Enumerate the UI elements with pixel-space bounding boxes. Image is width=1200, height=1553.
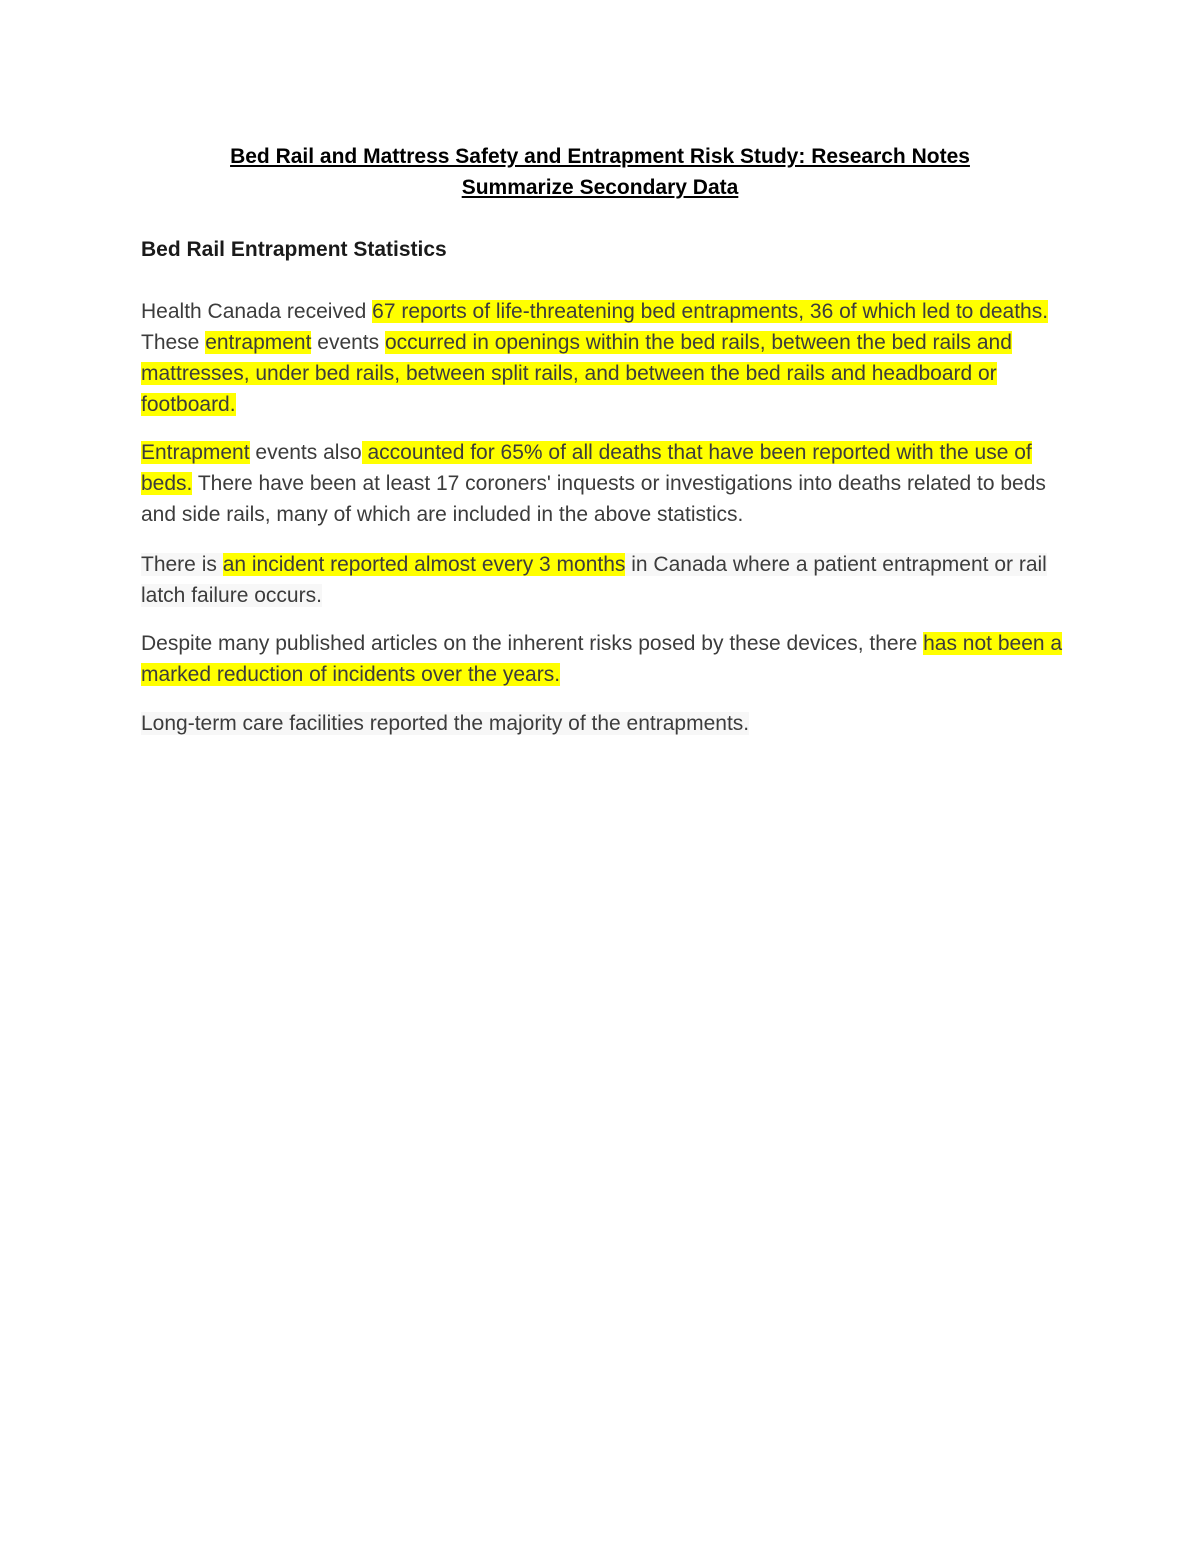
section-heading: Bed Rail Entrapment Statistics: [141, 238, 447, 261]
highlighted-text: Entrapment: [141, 441, 250, 464]
text-span: in Canada where a patient entrapment or rail latch failure occurs.: [141, 553, 1047, 607]
paragraph-incident-frequency: [141, 549, 1066, 611]
paragraph-long-term-care: [141, 708, 1066, 739]
text-span: There have been at least 17 coroners' inquests or investigations into deaths related to beds and side rails, many of which are included in the above statistics.: [141, 472, 1046, 526]
text-span: These: [141, 331, 206, 354]
text-span: Long-term care facilities reported the majority of the entrapments.: [141, 712, 750, 735]
paragraph-no-reduction: [141, 628, 1066, 690]
text-span: events: [311, 331, 385, 354]
highlighted-text: accounted for 65% of all deaths that have been reported with the use of beds.: [141, 441, 1032, 495]
paragraph-reports: [141, 296, 1066, 420]
highlighted-text: entrapment: [205, 331, 312, 354]
text-span: events also: [249, 441, 362, 464]
document-title-line-1: Bed Rail and Mattress Safety and Entrapment Risk Study: Research Notes: [230, 145, 970, 168]
highlighted-text: an incident reported almost every 3 months: [222, 553, 626, 576]
highlighted-text: occurred in openings within the bed rails, between the bed rails and mattresses, under bed rails, between split rails, and between the bed rails and headboard or footboard.: [141, 331, 1012, 416]
document-title-line-2: Summarize Secondary Data: [461, 176, 739, 199]
highlighted-text: 67 reports of life-threatening bed entrapments, 36 of which led to deaths.: [372, 300, 1049, 323]
highlighted-text: has not been a marked reduction of incidents over the years.: [141, 632, 1063, 686]
paragraph-deaths: [141, 437, 1066, 530]
text-span: Despite many published articles on the inherent risks posed by these devices, there: [141, 632, 924, 655]
text-span: Health Canada received: [141, 300, 373, 323]
text-span: There is: [141, 553, 223, 576]
